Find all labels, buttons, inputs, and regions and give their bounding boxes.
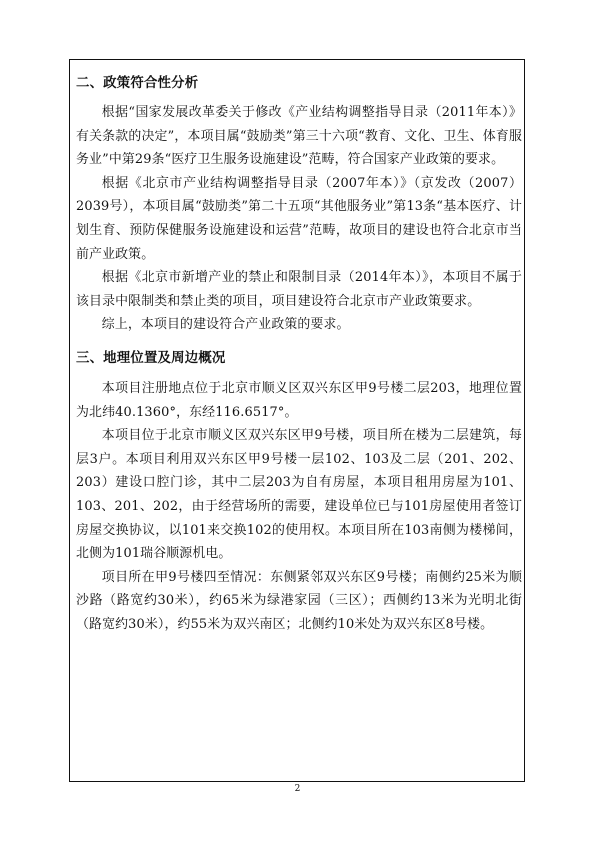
section-heading-location: 三、地理位置及周边概况 xyxy=(76,349,226,366)
paragraph: 综上，本项目的建设符合产业政策的要求。 xyxy=(101,317,350,333)
paragraph: 项目所在甲9号楼四至情况：东侧紧邻双兴东区9号楼；南侧约25米为顺沙路（路宽约30米），约65米为绿港家园（三区）；西侧约13米为光明北街（路宽约30米），约55米为双兴南区；北侧约10米处为双兴东区8号楼。 xyxy=(76,569,522,632)
document-content xyxy=(76,68,522,636)
paragraph: 根据《北京市产业结构调整指导目录（2007年本）》（京发改（2007）2039号），本项目属“鼓励类”第二十五项“其他服务业”第13条“基本医疗、计划生育、预防保健服务设施建设和运营”范畴，故项目的建设也符合北京市当前产业政策。 xyxy=(76,175,522,262)
page-number: 2 xyxy=(294,784,301,794)
paragraph: 根据《北京市新增产业的禁止和限制目录（2014年本）》，本项目不属于该目录中限制类和禁止类的项目，项目建设符合北京市产业政策要求。 xyxy=(76,270,522,309)
paragraph: 本项目位于北京市顺义区双兴东区甲9号楼，项目所在楼为二层建筑，每层3户。本项目利用双兴东区甲9号楼一层102、103及二层（201、202、203）建设口腔门诊，其中二层203为自有房屋，本项目租用房屋为101、103、201、202，由于经营场所的需要，建设单位已与101房屋使用者签订房屋交换协议，以101来交换102的使用权。本项目所在103南侧为楼梯间，北侧为101瑞谷顺源机电。 xyxy=(76,428,522,562)
paragraph: 本项目注册地点位于北京市顺义区双兴东区甲9号楼二层203，地理位置为北纬40.1360°，东经116.6517°。 xyxy=(76,380,522,420)
paragraph: 根据“国家发展改革委关于修改《产业结构调整指导目录（2011年本）》有关条款的决定”，本项目属“鼓励类”第三十六项“教育、文化、卫生、体育服务业”中第29条“医疗卫生服务设施建设”范畴，符合国家产业政策的要求。 xyxy=(76,105,522,168)
section-heading-policy: 二、政策符合性分析 xyxy=(76,75,199,91)
